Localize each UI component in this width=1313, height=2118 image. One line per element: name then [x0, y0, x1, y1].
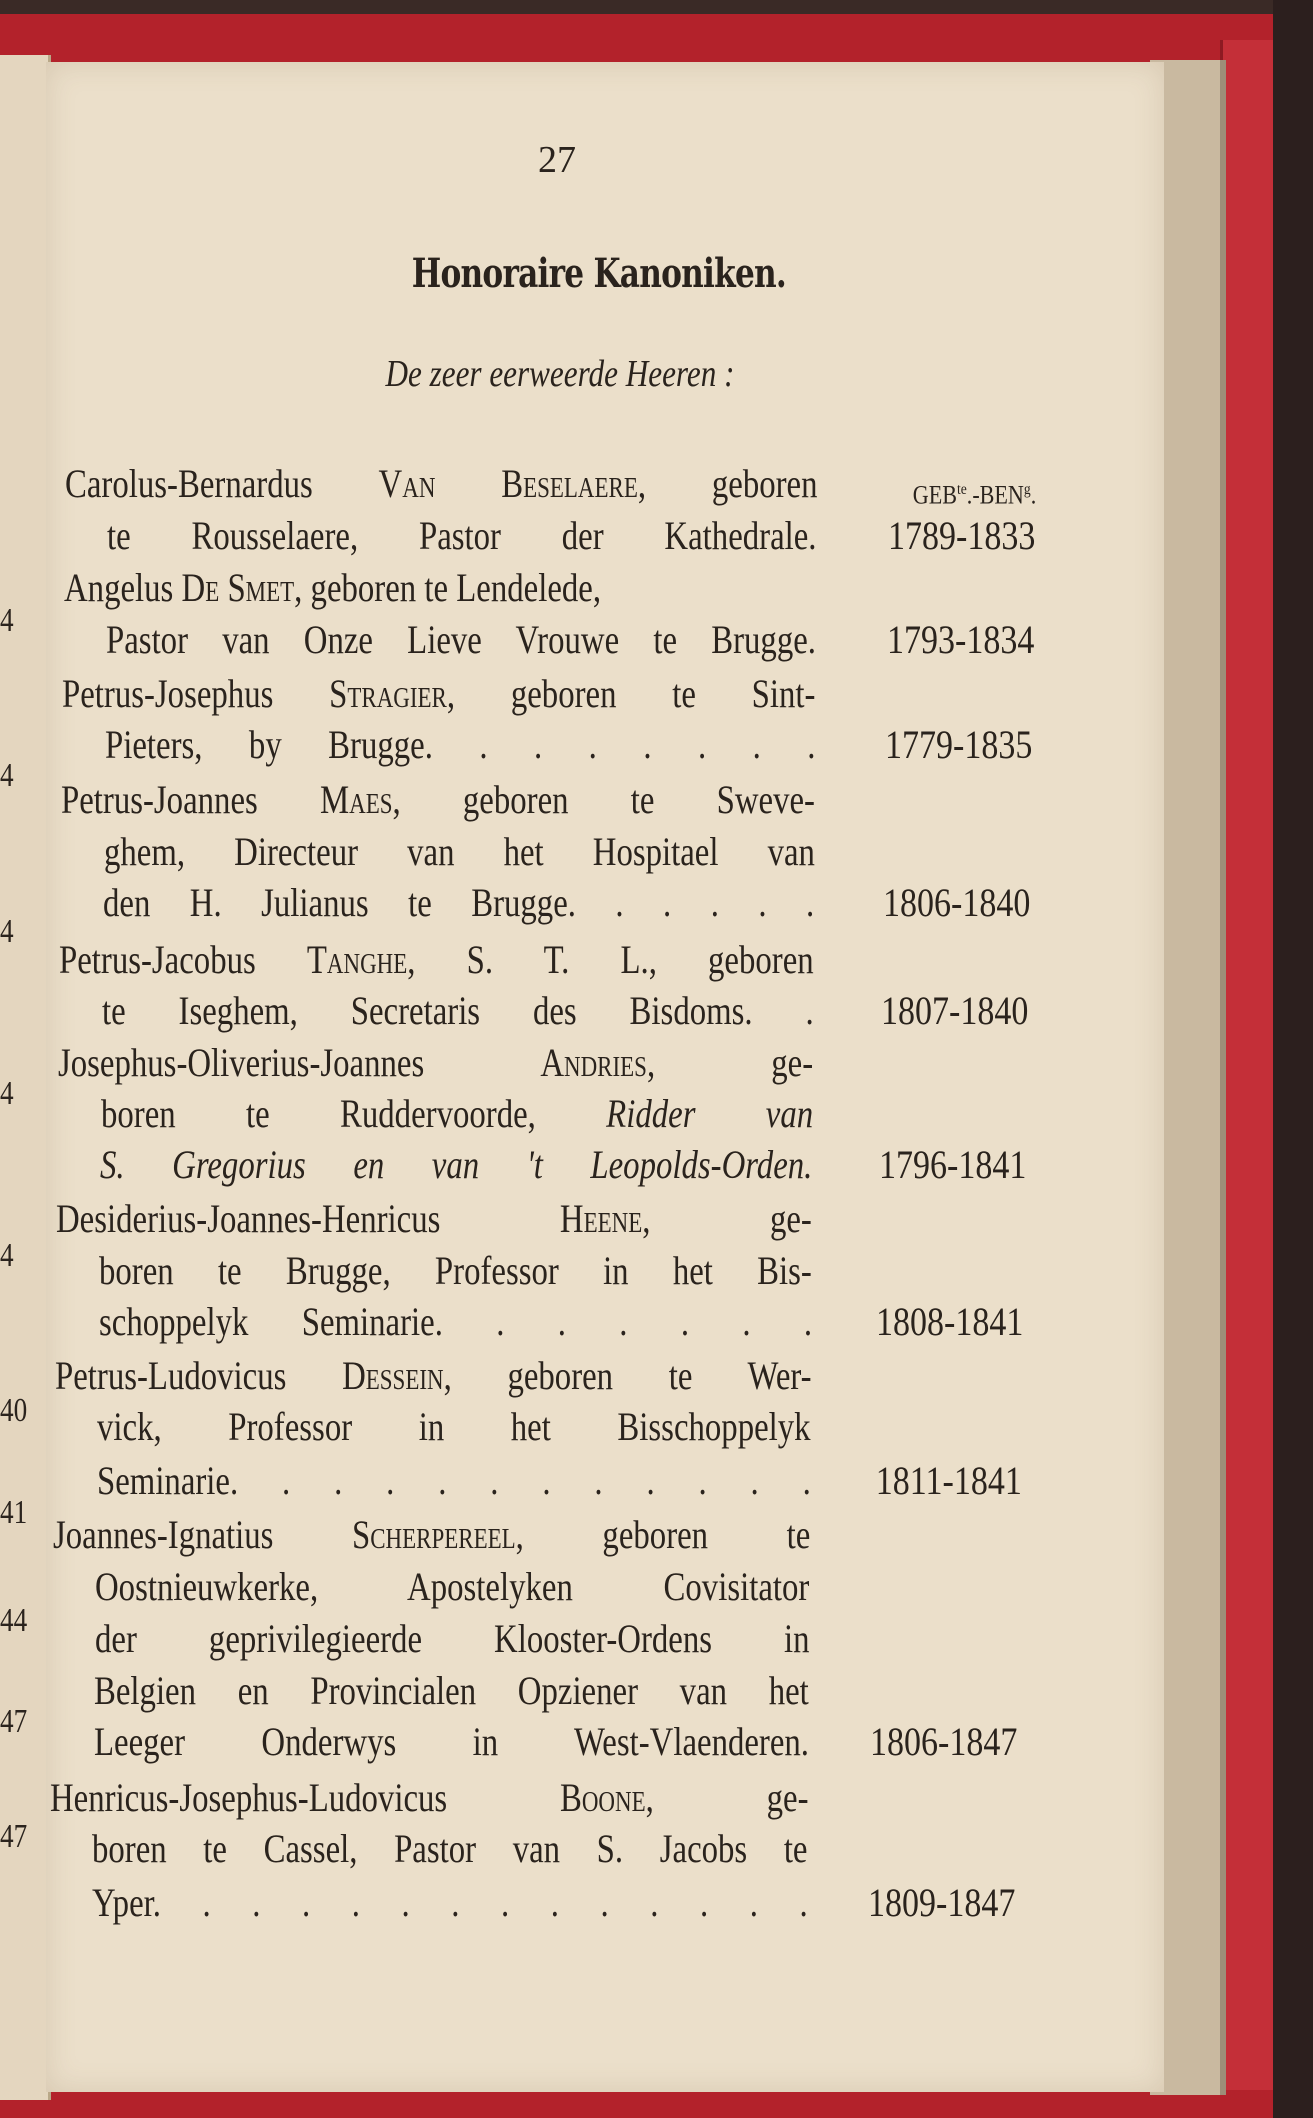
text-part: Pastor van Onze Lieve Vrouwe te Brugge. [106, 616, 817, 662]
column-header: $GEB^{te}.-BEN^g$. [912, 481, 1037, 511]
text-part: Desiderius-Joannes-Henricus [56, 1196, 561, 1242]
text-part: Petrus-Jacobus [59, 936, 308, 982]
text-part: , S. T. L., geboren [407, 936, 815, 982]
list-line [64, 460, 1037, 511]
text-part: te Iseghem, Secretaris des Bisdoms. . [102, 988, 814, 1034]
date-range: 1809-1847 [867, 1879, 1016, 1925]
list-line [95, 1563, 1019, 1611]
list-line [106, 616, 1034, 664]
entry-text [103, 879, 814, 927]
page-number: 27 [538, 139, 576, 181]
margin-fragment: 4 [0, 912, 14, 950]
text-part: , geboren [637, 461, 818, 507]
list-line [102, 987, 1028, 1035]
entry-text [97, 1457, 811, 1505]
margin-fragment: 4 [0, 1074, 14, 1112]
text-part: , geboren te Wer- [443, 1353, 812, 1399]
text-part: S. Gregorius en van 't Leopolds-Orden. [100, 1142, 813, 1188]
entry-text [61, 776, 815, 824]
entry-text [62, 670, 815, 718]
text-part: Pieters, by Brugge. . . . . . . . [105, 722, 816, 768]
text-part: , ge- [642, 1196, 813, 1242]
margin-fragment: 44 [0, 1601, 28, 1639]
list-line [97, 1403, 1022, 1451]
text-part: , geboren te Sint- [447, 670, 816, 716]
section-title: Honoraire Kanoniken. [411, 250, 787, 297]
text-part: Yper. . . . . . . . . . . . . . [91, 1879, 808, 1925]
margin-fragment: 41 [0, 1493, 28, 1531]
margin-fragment: 47 [0, 1703, 28, 1741]
text-part: te Rousselaere, Pastor der Kathedrale. [107, 512, 817, 558]
text-part: Belgien en Provincialen Opziener van het [94, 1667, 810, 1713]
entry-text [105, 721, 815, 769]
entry-text [100, 1141, 812, 1189]
margin-fragment: 47 [0, 1817, 28, 1855]
list-line [55, 1352, 1023, 1400]
text-part: den H. Julianus te Brugge. . . . . . [103, 880, 815, 926]
text-part: boren te Cassel, Pastor van S. Jacobs te [92, 1825, 808, 1871]
list-line [94, 1718, 1018, 1766]
list-line [58, 1039, 1027, 1087]
surname: Dessein [341, 1353, 444, 1399]
text-part: Henricus-Josephus-Ludovicus [49, 1774, 560, 1820]
entry-text [56, 1195, 812, 1243]
text-part: Joannes-Ignatius [52, 1512, 352, 1558]
entry-text [104, 828, 815, 876]
text-part: boren te Brugge, Professor in het Bis- [99, 1247, 812, 1293]
list-line [101, 1090, 1027, 1138]
entry-text [94, 1718, 809, 1766]
entry-text [50, 1774, 809, 1822]
margin-fragment: 4 [0, 601, 14, 639]
surname: Scherpereel [351, 1512, 516, 1558]
text-part: , ge- [647, 1039, 814, 1085]
text-part: Seminarie. . . . . . . . . . . . [96, 1458, 811, 1504]
date-range: 1806-1847 [870, 1719, 1018, 1765]
list-line [50, 1774, 1017, 1822]
list-line [59, 936, 1029, 984]
list-line [94, 1667, 1018, 1715]
surname: Stragier [329, 670, 448, 716]
list-line [92, 1825, 1015, 1873]
date-range: 1806-1840 [882, 880, 1030, 926]
list-line [99, 1247, 1024, 1295]
surname: Boone [559, 1774, 646, 1820]
date-range: 1779-1835 [884, 722, 1033, 768]
list-line [56, 1195, 1025, 1243]
date-range: 1808-1841 [876, 1298, 1024, 1344]
entry-text [101, 1090, 813, 1138]
date-range: 1789-1833 [888, 512, 1036, 558]
entry-text [58, 1039, 813, 1087]
text-part: der geprivilegieerde Klooster-Ordens in [94, 1616, 810, 1662]
list-line [53, 1511, 1021, 1559]
list-line [95, 1615, 1019, 1663]
text-part: Leeger Onderwys in West-Vlaenderen. [93, 1719, 809, 1765]
text-part: Oostnieuwkerke, Apostelyken Covisitator [95, 1563, 810, 1609]
entry-text [92, 1879, 808, 1927]
list-line [99, 1298, 1024, 1346]
entry-text [92, 1825, 808, 1873]
text-part: , ge- [645, 1774, 809, 1820]
surname: Maes [320, 777, 393, 823]
background [1273, 0, 1313, 2118]
date-range: 1793-1834 [886, 616, 1034, 662]
margin-fragment: 4 [0, 1236, 14, 1274]
surname: Van Beselaere [378, 461, 638, 507]
book-cover-edge [1220, 40, 1278, 2090]
entry-text [99, 1247, 812, 1295]
text-part: vick, Professor in het Bisschoppelyk [97, 1404, 811, 1450]
text-part: schoppelyk Seminarie. . . . . . . [98, 1298, 812, 1344]
list-line [100, 1141, 1026, 1189]
section-subtitle: De zeer eerweerde Heeren : [385, 353, 735, 395]
list-line [104, 828, 1031, 876]
text-part: Carolus-Bernardus [64, 461, 379, 507]
text-part: , geboren te Sweve- [392, 777, 816, 823]
surname: Heene [560, 1196, 643, 1242]
entry-text [106, 616, 816, 664]
entry-text [65, 460, 818, 508]
entry-text [95, 1615, 810, 1663]
entry-text [53, 1511, 810, 1559]
surname: De Smet [181, 565, 294, 611]
list-line [103, 879, 1030, 927]
text-part: , geboren te [515, 1512, 811, 1558]
text-part: Ridder van [606, 1090, 814, 1136]
list-line [107, 512, 1035, 560]
book-cover-top [0, 0, 1313, 14]
entry-text [94, 1667, 809, 1715]
list-line [97, 1457, 1022, 1505]
text-part: Petrus-Joannes [61, 777, 321, 823]
text-part: Josephus-Oliverius-Joannes [58, 1039, 541, 1085]
entry-text [107, 512, 817, 560]
date-range: 1811-1841 [875, 1458, 1022, 1504]
entry-text [102, 987, 814, 1035]
entry-text [97, 1403, 811, 1451]
entry-text [59, 936, 814, 984]
surname: Andries [540, 1039, 648, 1085]
text-part: boren te Ruddervoorde, [100, 1090, 607, 1136]
text-part: Angelus [63, 565, 182, 611]
text-part: ghem, Directeur van het Hospitael van [103, 828, 815, 874]
list-line [61, 776, 1031, 824]
entry-text [64, 564, 817, 612]
date-range: 1796-1841 [878, 1142, 1027, 1188]
entry-text [55, 1352, 812, 1400]
list-line [92, 1879, 1015, 1927]
entry-text [99, 1298, 812, 1346]
margin-fragment: 4 [0, 757, 14, 795]
text-part: Petrus-Ludovicus [54, 1353, 342, 1399]
surname: Tanghe [307, 936, 408, 982]
margin-fragment: 40 [0, 1392, 28, 1430]
list-line [62, 670, 1033, 718]
list-line [64, 564, 1035, 612]
date-range: 1807-1840 [881, 988, 1029, 1034]
text-part: Petrus-Josephus [62, 670, 330, 716]
entry-text [95, 1563, 809, 1611]
text-part: , geboren te Lendelede, [293, 565, 601, 611]
list-line [105, 721, 1032, 769]
